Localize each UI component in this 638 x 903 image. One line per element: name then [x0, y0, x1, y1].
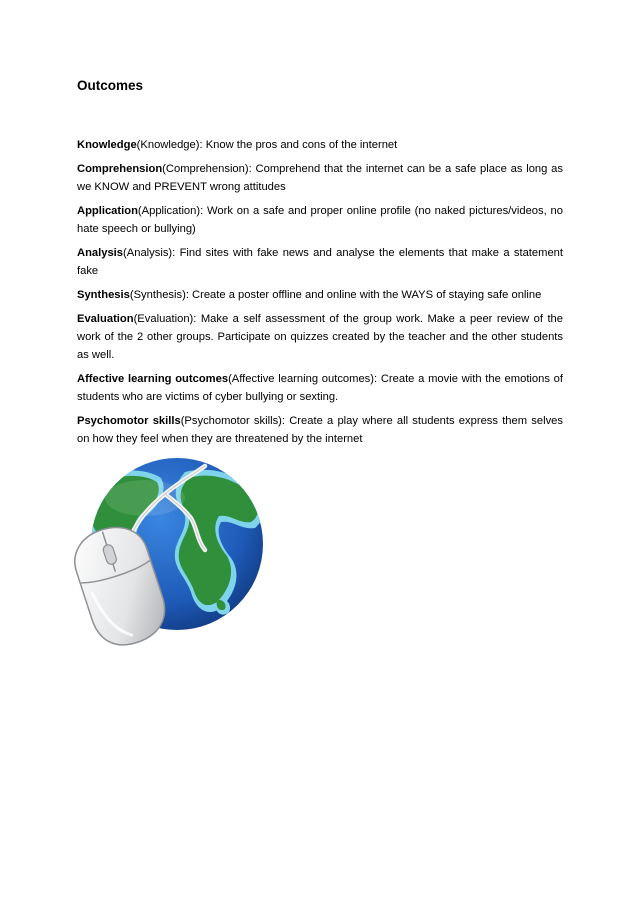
outcome-application: [77, 202, 563, 238]
outcome-detail: (Evaluation): Make a self assessment of the group work. Make a peer review of the work of the 2 other groups. Participate on quizzes created by the teacher and the other students as well.: [77, 313, 563, 361]
outcome-knowledge: [77, 136, 563, 154]
outcome-term: Application: [77, 205, 138, 217]
outcome-term: Synthesis: [77, 289, 130, 301]
outcome-term: Affective learning outcomes: [77, 373, 229, 385]
page-title: Outcomes: [77, 78, 144, 93]
outcome-detail: (Knowledge): Know the pros and cons of the internet: [136, 139, 398, 151]
outcome-detail: (Comprehension): Comprehend that the internet can be a safe place as long as we KNOW and PREVENT wrong attitudes: [77, 163, 563, 193]
outcome-comprehension: [77, 160, 563, 196]
outcome-term: Psychomotor skills: [77, 415, 181, 427]
outcome-detail: (Synthesis): Create a poster offline and online with the WAYS of staying safe online: [129, 289, 542, 301]
outcome-detail: (Analysis): Find sites with fake news and analyse the elements that make a statement fake: [77, 247, 563, 277]
outcome-term: Analysis: [77, 247, 124, 259]
outcome-detail: (Affective learning outcomes): Create a movie with the emotions of students who are victims of cyber bullying or sexting.: [77, 373, 564, 403]
outcome-term: Evaluation: [77, 313, 134, 325]
globe-with-computer-mouse-icon: [65, 458, 277, 646]
outcomes-list: [77, 136, 563, 454]
outcome-affective: [77, 370, 563, 406]
outcome-psychomotor: [77, 412, 563, 448]
outcome-synthesis: [77, 286, 563, 304]
outcome-term: Knowledge: [77, 139, 137, 151]
outcome-detail: (Psychomotor skills): Create a play where all students express them selves on how they feel when they are threatened by the internet: [77, 415, 563, 445]
outcome-analysis: [77, 244, 563, 280]
outcome-term: Comprehension: [77, 163, 163, 175]
outcome-detail: (Application): Work on a safe and proper online profile (no naked pictures/videos, no hate speech or bullying): [77, 205, 563, 235]
outcome-evaluation: [77, 310, 563, 364]
